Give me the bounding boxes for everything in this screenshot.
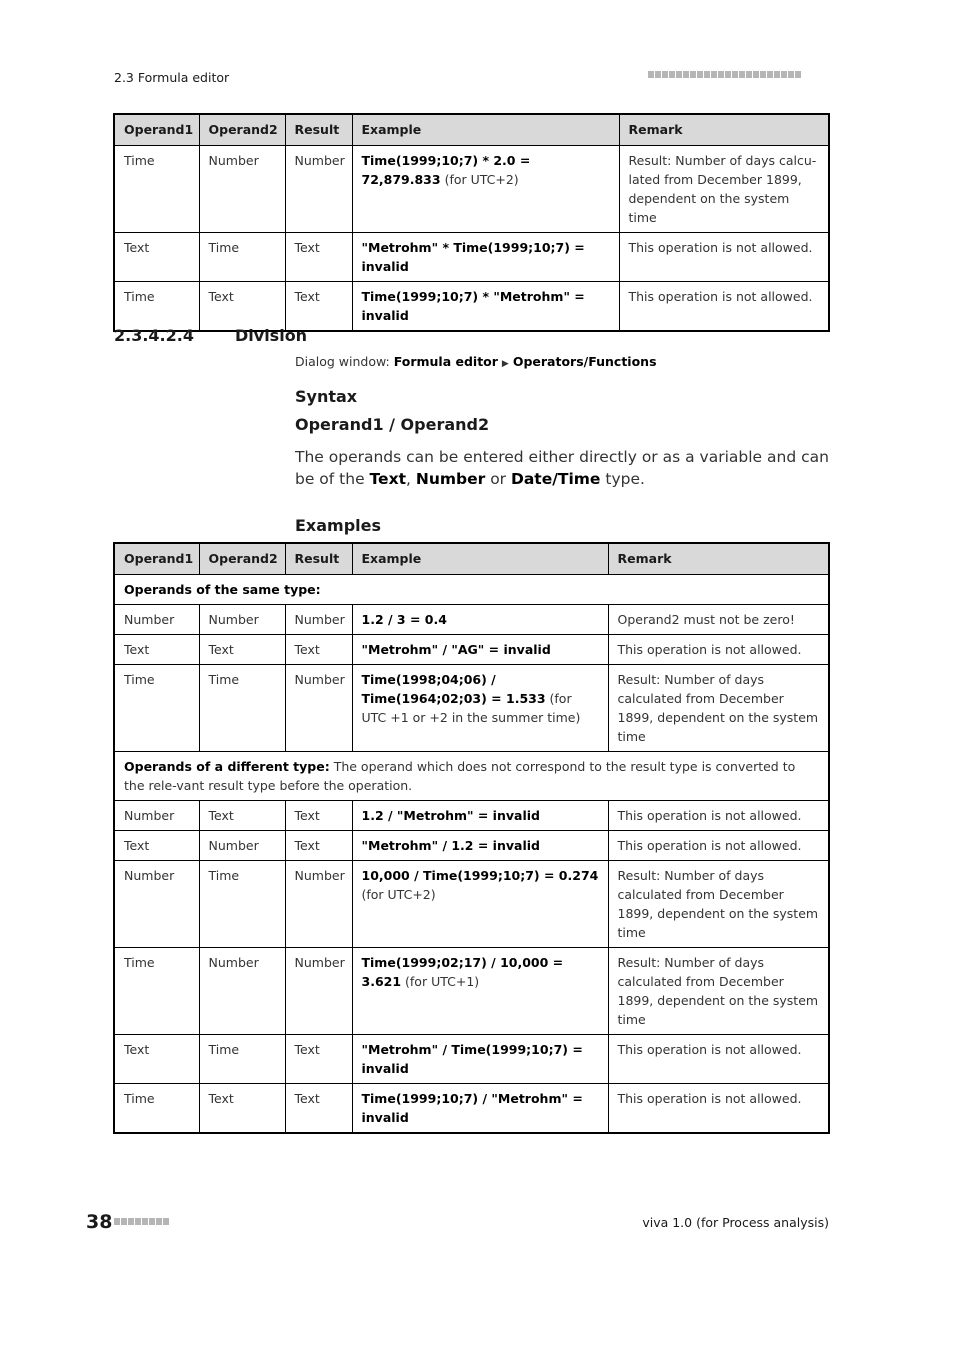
cell-result: Number [285, 146, 352, 233]
cell-operand1: Time [114, 146, 199, 233]
col-remark: Remark [619, 114, 829, 146]
decor-square [746, 71, 752, 78]
cell-operand1: Time [114, 1084, 199, 1134]
cell-example [352, 635, 608, 665]
cell-operand1: Time [114, 282, 199, 332]
decor-square [760, 71, 766, 78]
cell-operand2: Text [199, 282, 285, 332]
table-row [114, 233, 829, 282]
cell-example-text: Time(1999;10;7) * "Metrohm" = invalid [361, 289, 585, 323]
cell-example [352, 146, 619, 233]
cell-example-text: "Metrohm" / 1.2 = invalid [361, 838, 540, 853]
cell-remark: Result: Number of days calculated from December 1899, dependent on the system time [608, 948, 829, 1035]
group-header-row [114, 752, 829, 801]
decor-square [135, 1218, 141, 1225]
cell-remark: This operation is not allowed. [608, 1084, 829, 1134]
desc-part: The operands can be entered either directly or as a variable and can be of the [295, 448, 829, 488]
multiplication-table [113, 113, 830, 332]
cell-operand1: Text [114, 635, 199, 665]
col-example: Example [352, 543, 608, 575]
table-row [114, 801, 829, 831]
cell-operand2: Number [199, 146, 285, 233]
cell-example-text: 1.2 / "Metrohm" = invalid [361, 808, 540, 823]
cell-result: Number [285, 948, 352, 1035]
decor-square [788, 71, 794, 78]
cell-operand1: Text [114, 233, 199, 282]
decor-square [690, 71, 696, 78]
cell-operand2: Time [199, 233, 285, 282]
decor-square [156, 1218, 162, 1225]
cell-example [352, 948, 608, 1035]
description-paragraph [295, 446, 835, 490]
dialog-path [295, 354, 657, 369]
cell-example [352, 1035, 608, 1084]
cell-operand1: Time [114, 665, 199, 752]
desc-number-type: Number [415, 470, 486, 488]
cell-remark: This operation is not allowed. [608, 801, 829, 831]
cell-operand2: Time [199, 665, 285, 752]
cell-example-text: Time(1998;04;06) / Time(1964;02;03) = 1.533 [361, 672, 546, 706]
cell-example [352, 1084, 608, 1134]
desc-part: or [485, 470, 511, 488]
decor-square [142, 1218, 148, 1225]
decor-square [121, 1218, 127, 1225]
col-operand2: Operand2 [199, 114, 285, 146]
cell-operand2: Time [199, 861, 285, 948]
decor-square [704, 71, 710, 78]
desc-text-type: Text [369, 470, 406, 488]
cell-example-text: "Metrohm" / "AG" = invalid [361, 642, 551, 657]
syntax-heading: Syntax [295, 387, 358, 406]
col-result: Result [285, 543, 352, 575]
decor-square [711, 71, 717, 78]
example-note: (for UTC+2) [361, 887, 436, 902]
table-header-row [114, 543, 829, 575]
cell-remark: This operation is not allowed. [619, 282, 829, 332]
cell-example-text: "Metrohm" * Time(1999;10;7) = invalid [361, 240, 585, 274]
table-row [114, 282, 829, 332]
dialog-path-formula-editor: Formula editor [393, 354, 498, 369]
decor-square [655, 71, 661, 78]
cell-result: Text [285, 233, 352, 282]
cell-result: Number [285, 861, 352, 948]
col-operand1: Operand1 [114, 114, 199, 146]
table-row [114, 146, 829, 233]
cell-result: Text [285, 1084, 352, 1134]
group-header-row [114, 575, 829, 605]
group-description: The operand which does not correspond to the result type is converted to the rele-vant result type before the operation. [124, 759, 796, 793]
page-number: 38 [86, 1211, 113, 1233]
table-row [114, 605, 829, 635]
cell-operand1: Text [114, 831, 199, 861]
division-table [113, 542, 830, 1134]
cell-remark: This operation is not allowed. [608, 1035, 829, 1084]
decor-square [795, 71, 801, 78]
col-operand1: Operand1 [114, 543, 199, 575]
decor-square [774, 71, 780, 78]
decor-square [648, 71, 654, 78]
triangle-right-icon: ▶ [501, 359, 509, 369]
decor-square [732, 71, 738, 78]
decor-square [163, 1218, 169, 1225]
example-note: (for UTC+1) [405, 974, 480, 989]
cell-remark: Result: Number of days calculated from December 1899, dependent on the system time [608, 665, 829, 752]
cell-result: Text [285, 801, 352, 831]
cell-example-text: Time(1999;10;7) / "Metrohm" = invalid [361, 1091, 583, 1125]
table-row [114, 665, 829, 752]
table-row [114, 948, 829, 1035]
cell-result: Number [285, 605, 352, 635]
decor-square [669, 71, 675, 78]
cell-result: Text [285, 1035, 352, 1084]
table-row [114, 831, 829, 861]
cell-example-text: Time(1999;10;7) * 2.0 = 72,879.833 [361, 153, 531, 187]
decor-square [683, 71, 689, 78]
cell-operand2: Text [199, 1084, 285, 1134]
cell-example [352, 831, 608, 861]
cell-remark: This operation is not allowed. [608, 635, 829, 665]
decor-square [697, 71, 703, 78]
cell-example [352, 665, 608, 752]
cell-result: Text [285, 635, 352, 665]
cell-operand2: Text [199, 635, 285, 665]
cell-operand2: Number [199, 948, 285, 1035]
decor-square [676, 71, 682, 78]
cell-operand1: Number [114, 801, 199, 831]
cell-remark: Operand2 must not be zero! [608, 605, 829, 635]
cell-operand2: Time [199, 1035, 285, 1084]
cell-operand2: Number [199, 605, 285, 635]
syntax-formula: Operand1 / Operand2 [295, 415, 490, 434]
cell-example [352, 605, 608, 635]
desc-part: , [405, 470, 416, 488]
cell-operand1: Number [114, 861, 199, 948]
table-row [114, 1084, 829, 1134]
examples-heading: Examples [295, 516, 382, 535]
col-result: Result [285, 114, 352, 146]
cell-example [352, 801, 608, 831]
cell-example-text: 1.2 / 3 = 0.4 [361, 612, 447, 627]
cell-example [352, 282, 619, 332]
cell-example [352, 861, 608, 948]
decor-square [753, 71, 759, 78]
running-header-section: 2.3 Formula editor [114, 70, 230, 85]
dialog-prefix: Dialog window: [295, 354, 394, 369]
desc-datetime-type: Date/Time [510, 470, 601, 488]
cell-operand1: Number [114, 605, 199, 635]
cell-remark: Result: Number of days calcu-lated from December 1899, dependent on the system time [619, 146, 829, 233]
group-label: Operands of the same type: [124, 582, 321, 597]
col-operand2: Operand2 [199, 543, 285, 575]
table-header-row [114, 114, 829, 146]
dialog-path-operators: Operators/Functions [512, 354, 657, 369]
footer-decoration [114, 1218, 169, 1225]
decor-square [725, 71, 731, 78]
example-note: (for UTC+2) [444, 172, 519, 187]
cell-example-text: Time(1999;02;17) / 10,000 = 3.621 [361, 955, 564, 989]
decor-square [128, 1218, 134, 1225]
section-number: 2.3.4.2.4 [114, 326, 194, 345]
desc-part: type. [600, 470, 645, 488]
col-remark: Remark [608, 543, 829, 575]
table-row [114, 1035, 829, 1084]
group-label: Operands of a different type: [124, 759, 330, 774]
col-example: Example [352, 114, 619, 146]
cell-result: Text [285, 831, 352, 861]
cell-result: Text [285, 282, 352, 332]
decor-square [718, 71, 724, 78]
cell-operand2: Text [199, 801, 285, 831]
decor-square [662, 71, 668, 78]
footer-product: viva 1.0 (for Process analysis) [642, 1215, 829, 1230]
group-header-cell [114, 575, 829, 605]
decor-square [114, 1218, 120, 1225]
cell-example-text: 10,000 / Time(1999;10;7) = 0.274 [361, 868, 599, 883]
cell-remark: Result: Number of days calculated from December 1899, dependent on the system time [608, 861, 829, 948]
cell-operand2: Number [199, 831, 285, 861]
cell-example [352, 233, 619, 282]
decor-square [767, 71, 773, 78]
decor-square [149, 1218, 155, 1225]
decor-square [739, 71, 745, 78]
cell-remark: This operation is not allowed. [608, 831, 829, 861]
group-header-cell [114, 752, 829, 801]
section-title: Division [235, 326, 308, 345]
example-note: (for UTC +1 or +2 in the summer time) [361, 691, 581, 725]
cell-remark: This operation is not allowed. [619, 233, 829, 282]
decor-square [781, 71, 787, 78]
header-decoration [648, 71, 801, 78]
cell-result: Number [285, 665, 352, 752]
cell-operand1: Text [114, 1035, 199, 1084]
table-row [114, 635, 829, 665]
table-row [114, 861, 829, 948]
cell-example-text: "Metrohm" / Time(1999;10;7) = invalid [361, 1042, 583, 1076]
cell-operand1: Time [114, 948, 199, 1035]
